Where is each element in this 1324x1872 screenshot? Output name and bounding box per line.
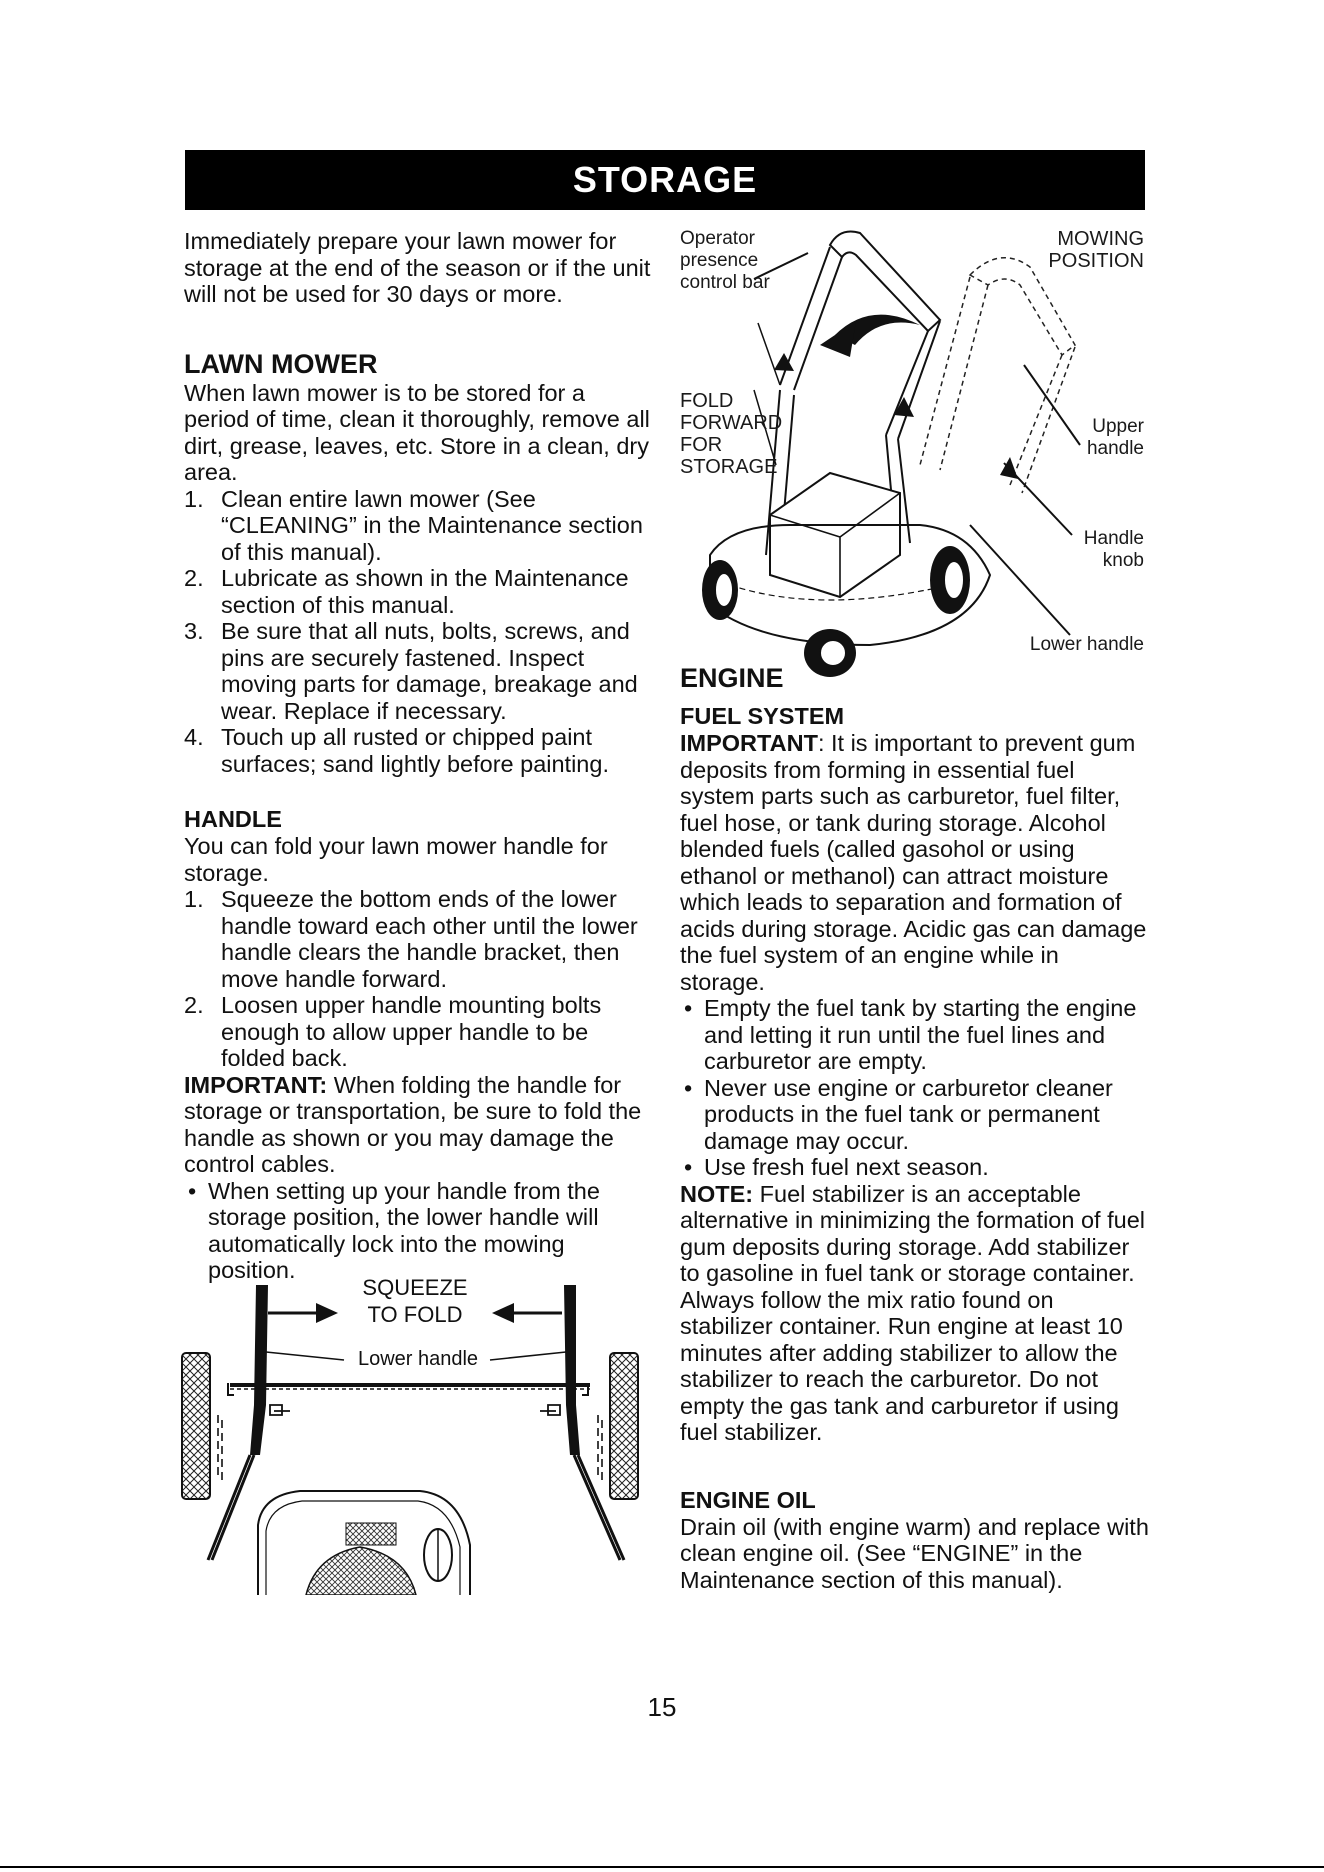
right-wheel (610, 1353, 638, 1499)
section-title: STORAGE (572, 159, 758, 200)
squeeze-label: SQUEEZE (362, 1275, 468, 1300)
bottom-rule (0, 1866, 1324, 1868)
fuel-system-heading: FUEL SYSTEM (680, 703, 845, 729)
important-label: IMPORTANT (680, 730, 818, 756)
left-wheel (182, 1353, 210, 1499)
list-item: 2. Loosen upper handle mounting bolts enough to allow upper handle to be folded back. (184, 992, 602, 1071)
engine-oil-heading: ENGINE OIL (680, 1486, 816, 1513)
list-item: 2. Lubricate as shown in the Maintenance section of this manual. (184, 565, 629, 618)
list-item: 4. Touch up all rusted or chipped paint surfaces; sand lightly before painting. (184, 724, 609, 777)
section-title-banner (185, 150, 1145, 210)
squeeze-to-fold-illustration (170, 1255, 660, 1595)
engine-oil-body: Drain oil (with engine warm) and replace with clean engine oil. (See “ENGINE” in the Maintenance section of this manual). (680, 1513, 1149, 1593)
operator-label: Operator presence control bar (680, 228, 770, 293)
mowing-position-label: MOWING POSITION (1048, 228, 1144, 272)
fuel-important: IMPORTANT: It is important to prevent gum deposits from forming in essential fuel system parts such as carburetor, fuel filter, fuel hose, or tank during storage. Alcohol blended fuels (called gasohol or using ethanol or methanol) can attract moisture which leads to separation and formation of acids during storage. Acidic gas can damage the fuel system of an engine while in storage. (680, 730, 1147, 995)
handle-knob-label: Handle knob (1083, 528, 1144, 571)
lawn-mower-body: When lawn mower is to be stored for a period of time, clean it thoroughly, remove all dirt, grease, leaves, etc. Store in a clean, dry area. (184, 379, 650, 485)
lawn-mower-heading: LAWN MOWER (184, 348, 378, 379)
intro-paragraph: Immediately prepare your lawn mower for storage at the end of the season or if the unit will not be used for 30 days or more. (184, 228, 651, 307)
list-item: • Never use engine or carburetor cleaner products in the fuel tank or permanent damage may occur. (684, 1074, 1113, 1154)
engine-heading: ENGINE (680, 663, 784, 693)
handle-heading: HANDLE (184, 806, 282, 832)
fuel-bullets (680, 995, 1150, 1181)
right-column (680, 662, 1150, 1593)
fold-forward-label: FOLD FORWARD FOR STORAGE (680, 390, 783, 478)
left-handle-post (250, 1285, 268, 1455)
right-handle-post (564, 1285, 580, 1455)
fuel-note: NOTE: Fuel stabilizer is an acceptable alternative in minimizing the formation of fuel gum deposits during storage. Add stabilizer to gasoline in fuel tank or storage container. Always follow the mix ratio found on stabilizer container. Run engine at least 10 minutes after adding stabilizer to allow the stabilizer to reach the carburetor. Do not empty the gas tank and carburetor if using fuel stabilizer. (680, 1180, 1145, 1445)
to-fold-label: TO FOLD (367, 1302, 463, 1327)
list-item: 1. Clean entire lawn mower (See “CLEANING” in the Maintenance section of this manual). (184, 485, 643, 565)
handle-body: You can fold your lawn mower handle for storage. (184, 833, 608, 886)
note-label: NOTE: (680, 1180, 754, 1207)
lawn-mower-steps (184, 486, 654, 778)
list-item: • Empty the fuel tank by starting the engine and letting it run until the fuel lines and carburetor are empty. (684, 995, 1137, 1074)
lower-handle-right-label: Lower handle (1029, 634, 1144, 655)
left-column (184, 228, 654, 1284)
handle-steps (184, 886, 654, 1072)
upper-handle-label: Upper handle (1086, 416, 1144, 459)
list-item: • When setting up your handle from the storage position, the lower handle will automatically lock into the mowing position. (188, 1177, 600, 1283)
list-item: 1. Squeeze the bottom ends of the lower handle toward each other until the lower handle clears the handle bracket, then move handle forward. (184, 886, 638, 992)
lower-handle-label: Lower handle (357, 1348, 479, 1370)
list-item: 3. Be sure that all nuts, bolts, screws, and pins are securely fastened. Inspect moving parts for damage, breakage and wear. Replace if necessary. (184, 618, 638, 724)
important-label: IMPORTANT: (184, 1071, 328, 1098)
handle-important: IMPORTANT: When folding the handle for storage or transportation, be sure to fold the handle as shown or you may damage the control cables. (184, 1071, 642, 1177)
page-number: 15 (647, 1692, 677, 1722)
list-item: • Use fresh fuel next season. (684, 1154, 989, 1180)
